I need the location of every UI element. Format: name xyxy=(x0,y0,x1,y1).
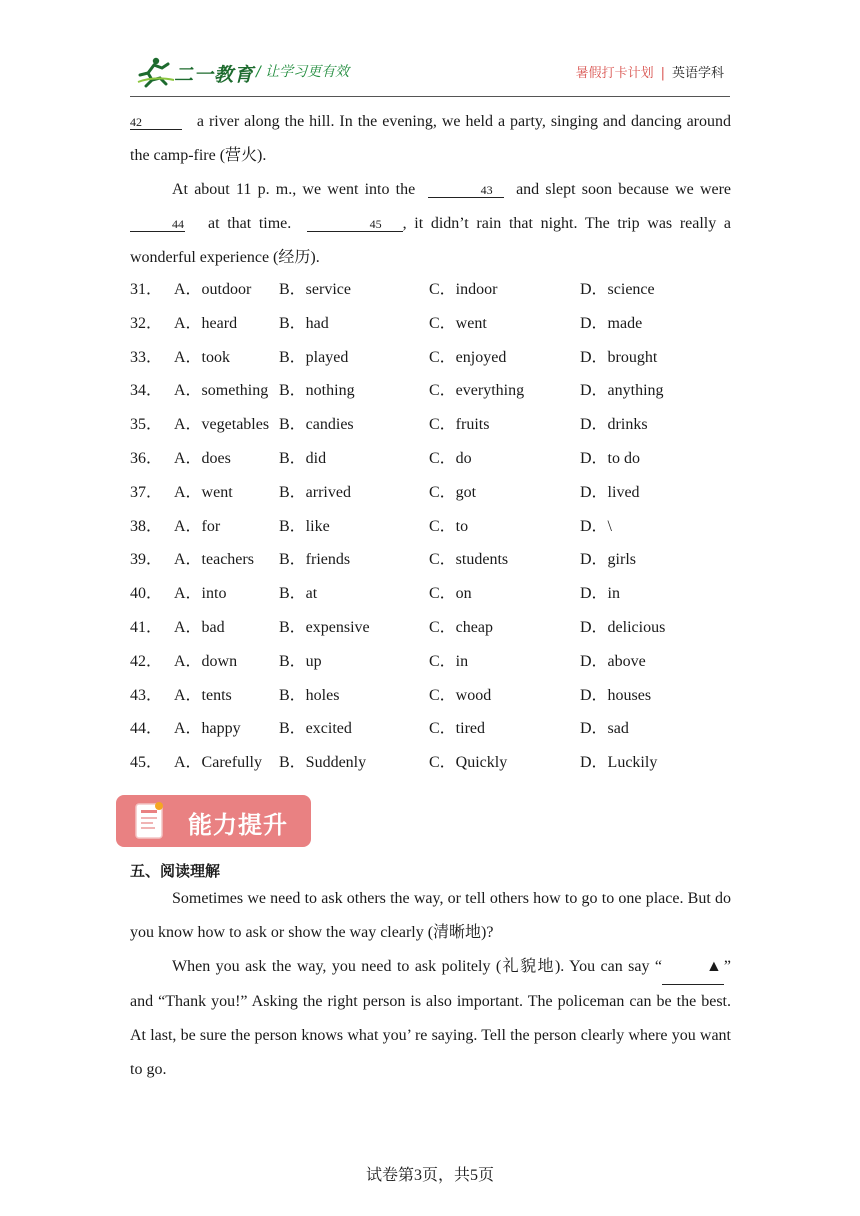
passage-paragraph-1 xyxy=(130,105,731,173)
question-number: 40． xyxy=(130,585,163,603)
option-d: D．\ xyxy=(580,517,613,535)
option-c: C．got xyxy=(429,483,477,501)
passage-text-1: a river along the hill. In the evening, we held a party, singing and dancing around the camp-fire (营火). xyxy=(130,113,731,164)
option-c: C．indoor xyxy=(429,281,498,298)
option-d: D．brought xyxy=(580,348,658,366)
answer-blank-42: 42 xyxy=(130,115,182,130)
page-footer: 试卷第3页，共5页 xyxy=(365,1167,494,1184)
option-a: A．happy xyxy=(174,720,241,738)
subject-label: 英语学科 xyxy=(671,66,724,81)
option-row xyxy=(130,645,730,679)
passage-text-2d: , it didn’t rain that night. The trip was really a wonderful experience (经历). xyxy=(130,215,731,266)
option-b: B．had xyxy=(279,314,329,332)
option-a: A．Carefully xyxy=(174,754,262,772)
question-number: 42． xyxy=(130,652,163,670)
option-row xyxy=(130,476,730,510)
section-title: 五、阅读理解 xyxy=(130,862,221,880)
option-a: A．outdoor xyxy=(174,281,252,298)
question-number: 41． xyxy=(130,618,163,636)
option-c: C．wood xyxy=(429,686,492,704)
option-a: A．tents xyxy=(174,686,232,704)
question-number: 32． xyxy=(130,314,163,332)
option-c: C．went xyxy=(429,314,487,332)
passage-text-2b: and slept soon because we were xyxy=(516,181,732,198)
passage-paragraph-2 xyxy=(130,173,731,275)
option-a: A．teachers xyxy=(174,551,254,569)
option-d: D．houses xyxy=(580,686,652,704)
option-d: D．in xyxy=(580,585,621,603)
option-b: B．service xyxy=(279,281,351,298)
question-number: 43． xyxy=(130,686,163,704)
option-b: B．Suddenly xyxy=(279,754,367,772)
header-separator: | xyxy=(660,66,665,81)
header-right xyxy=(576,62,724,81)
option-b: B．holes xyxy=(279,686,340,704)
option-d: D．lived xyxy=(580,483,640,501)
option-d: D．above xyxy=(580,652,646,670)
option-row xyxy=(130,577,730,611)
option-a: A．took xyxy=(174,348,231,366)
option-a: A．for xyxy=(174,517,221,535)
option-row xyxy=(130,543,730,577)
option-b: B．did xyxy=(279,449,327,467)
option-d: D．made xyxy=(580,314,643,332)
option-d: D．science xyxy=(580,281,655,298)
option-d: D．delicious xyxy=(580,618,666,636)
option-b: B．expensive xyxy=(279,618,370,636)
answer-options xyxy=(130,273,730,780)
question-number: 37． xyxy=(130,483,163,501)
reading-paragraph-1: Sometimes we need to ask others the way, or tell others how to go to one place. But do you know how to ask or show the way clearly (清晰地)? xyxy=(130,890,731,941)
option-c: C．on xyxy=(429,585,472,603)
plan-label: 暑假打卡计划 xyxy=(575,66,654,81)
option-b: B．played xyxy=(279,348,349,366)
question-number: 35． xyxy=(130,416,163,434)
question-number: 31． xyxy=(130,281,163,298)
option-c: C．fruits xyxy=(429,416,490,434)
option-c: C．everything xyxy=(429,382,525,400)
question-number: 44． xyxy=(130,720,163,738)
slogan: / 让学习更有效 xyxy=(256,64,350,80)
option-c: C．in xyxy=(429,652,469,670)
option-c: C．enjoyed xyxy=(429,348,507,366)
question-number: 34． xyxy=(130,382,163,400)
question-number: 33． xyxy=(130,348,163,366)
answer-blank-43: 43 xyxy=(428,183,504,198)
option-b: B．candies xyxy=(279,416,354,434)
option-a: A．went xyxy=(174,483,233,501)
option-row xyxy=(130,746,730,780)
option-row xyxy=(130,408,730,442)
page-header xyxy=(130,52,730,96)
reading-paragraph-2 xyxy=(130,950,731,1087)
option-d: D．girls xyxy=(580,551,637,569)
option-a: A．into xyxy=(174,585,227,603)
option-b: B．up xyxy=(279,652,322,670)
banner-title: 能力提升 xyxy=(188,811,288,839)
option-d: D．drinks xyxy=(580,416,648,434)
question-number: 36． xyxy=(130,449,163,467)
option-b: B．excited xyxy=(279,720,352,738)
option-row xyxy=(130,273,730,307)
runner-logo-icon xyxy=(136,56,176,88)
option-row xyxy=(130,510,730,544)
option-a: A．bad xyxy=(174,618,225,636)
passage-text-2c: at that time. xyxy=(207,215,292,232)
option-row xyxy=(130,679,730,713)
reading-text-2a: When you ask the way, you need to ask politely (礼貌地). You can say “ xyxy=(172,958,663,975)
option-a: A．vegetables xyxy=(174,416,270,434)
option-row xyxy=(130,611,730,645)
option-d: D．anything xyxy=(580,382,664,400)
answer-blank-44: 44 xyxy=(130,217,185,232)
option-c: C．tired xyxy=(429,720,485,738)
triangle-blank: ▲ xyxy=(662,950,724,985)
option-c: C．do xyxy=(429,449,472,467)
option-c: C．cheap xyxy=(429,618,493,636)
option-b: B．at xyxy=(279,585,318,603)
reading-text-2b: ” and “Thank you!” Asking the right person is also important. The policeman can be the best. At last, be sure the person knows what you’ re saying. Tell the person clearly where you want to go. xyxy=(130,958,731,1078)
option-b: B．nothing xyxy=(279,382,355,400)
document-icon xyxy=(132,800,168,842)
option-a: A．heard xyxy=(174,314,238,332)
option-b: B．friends xyxy=(279,551,351,569)
option-a: A．does xyxy=(174,449,231,467)
logo-text: 二一教育 xyxy=(174,64,255,86)
option-a: A．something xyxy=(174,382,269,400)
option-b: B．like xyxy=(279,517,330,535)
option-a: A．down xyxy=(174,652,238,670)
passage-text-2a: At about 11 p. m., we went into the xyxy=(172,181,416,198)
option-row xyxy=(130,712,730,746)
option-d: D．Luckily xyxy=(580,754,658,772)
option-row xyxy=(130,442,730,476)
option-c: C．to xyxy=(429,517,469,535)
option-row xyxy=(130,374,730,408)
question-number: 39． xyxy=(130,551,163,569)
header-divider xyxy=(130,96,730,97)
option-c: C．students xyxy=(429,551,509,569)
option-b: B．arrived xyxy=(279,483,351,501)
option-d: D．to do xyxy=(580,449,641,467)
question-number: 45． xyxy=(130,754,163,772)
option-row xyxy=(130,341,730,375)
option-c: C．Quickly xyxy=(429,754,508,772)
option-d: D．sad xyxy=(580,720,629,738)
option-row xyxy=(130,307,730,341)
answer-blank-45: 45 xyxy=(307,217,403,232)
ability-banner xyxy=(116,795,311,847)
question-number: 38． xyxy=(130,517,163,535)
